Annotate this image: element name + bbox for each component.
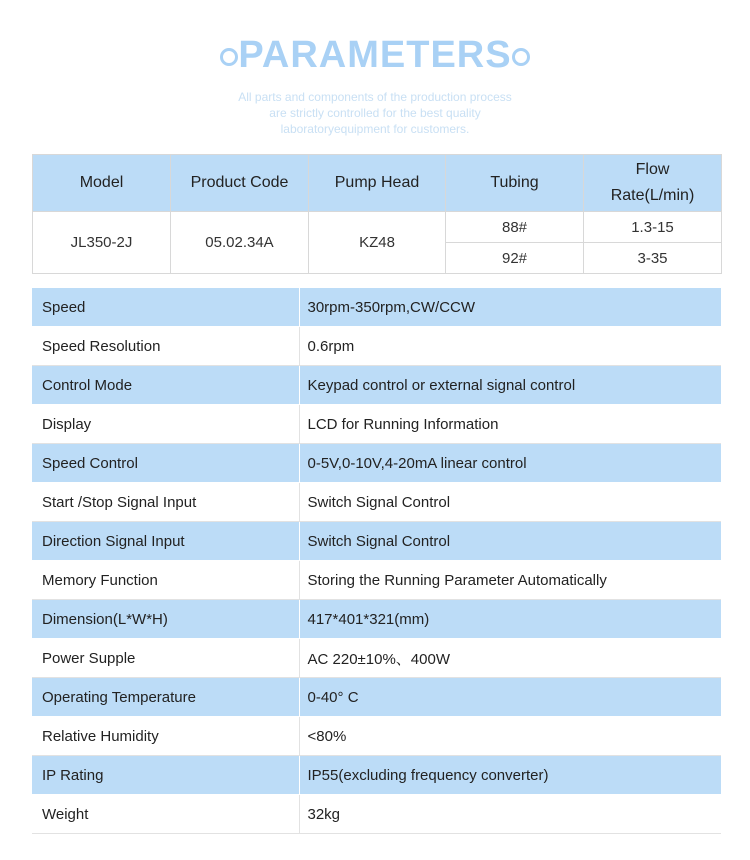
- param-label: Speed Resolution: [32, 327, 299, 366]
- table-row: [32, 600, 721, 639]
- header-tubing: Tubing: [446, 155, 584, 212]
- header-model: Model: [33, 155, 171, 212]
- model-table: [32, 154, 722, 274]
- param-value: Keypad control or external signal control: [299, 366, 721, 405]
- table-row: [32, 522, 721, 561]
- subtitle-line: laboratoryequipment for customers.: [280, 122, 470, 136]
- param-label: Control Mode: [32, 366, 299, 405]
- table-row: [33, 212, 722, 243]
- param-value: Storing the Running Parameter Automatically: [299, 561, 721, 600]
- table-row: [32, 639, 721, 678]
- table-row: [32, 327, 721, 366]
- param-value: <80%: [299, 717, 721, 756]
- page-header: [0, 0, 750, 150]
- param-label: Speed Control: [32, 444, 299, 483]
- header-pump-head: Pump Head: [309, 155, 446, 212]
- param-value: 0.6rpm: [299, 327, 721, 366]
- table-row: [32, 483, 721, 522]
- param-label: Weight: [32, 795, 299, 834]
- cell-product-code: 05.02.34A: [171, 212, 309, 274]
- circle-ring-icon: [512, 48, 530, 66]
- model-table-header: [33, 155, 722, 212]
- param-label: Direction Signal Input: [32, 522, 299, 561]
- table-row: [32, 444, 721, 483]
- subtitle-line: All parts and components of the production process: [238, 90, 512, 104]
- header-flow-line1: Flow: [635, 161, 670, 178]
- cell-flow: 1.3-15: [584, 212, 722, 243]
- header-flow-line2: Rate(L/min): [610, 187, 695, 204]
- param-value: 0-40° C: [299, 678, 721, 717]
- param-label: Speed: [32, 288, 299, 327]
- table-row: [32, 795, 721, 834]
- param-label: Relative Humidity: [32, 717, 299, 756]
- param-value: AC 220±10%、400W: [299, 639, 721, 678]
- param-value: Switch Signal Control: [299, 522, 721, 561]
- param-label: Operating Temperature: [32, 678, 299, 717]
- cell-tubing: 88#: [446, 212, 584, 243]
- param-label: Display: [32, 405, 299, 444]
- table-row: [32, 717, 721, 756]
- cell-model: JL350-2J: [33, 212, 171, 274]
- param-value: IP55(excluding frequency converter): [299, 756, 721, 795]
- param-label: IP Rating: [32, 756, 299, 795]
- table-row: [32, 366, 721, 405]
- parameter-table: [32, 288, 721, 834]
- page-subtitle: [0, 89, 750, 137]
- param-value: 0-5V,0-10V,4-20mA linear control: [299, 444, 721, 483]
- param-label: Dimension(L*W*H): [32, 600, 299, 639]
- cell-flow: 3-35: [584, 243, 722, 274]
- table-row: [32, 561, 721, 600]
- cell-tubing: 92#: [446, 243, 584, 274]
- param-value: 30rpm-350rpm,CW/CCW: [299, 288, 721, 327]
- subtitle-line: are strictly controlled for the best quality: [269, 106, 481, 120]
- cell-pump-head: KZ48: [309, 212, 446, 274]
- param-value: 417*401*321(mm): [299, 600, 721, 639]
- page-title: PARAMETERS: [238, 34, 512, 76]
- table-row: [32, 756, 721, 795]
- param-label: Memory Function: [32, 561, 299, 600]
- param-value: LCD for Running Information: [299, 405, 721, 444]
- table-row: [32, 405, 721, 444]
- table-row: [32, 288, 721, 327]
- header-flow-rate: [584, 155, 722, 212]
- table-row: [32, 678, 721, 717]
- param-label: Power Supple: [32, 639, 299, 678]
- header-product-code: Product Code: [171, 155, 309, 212]
- param-value: 32kg: [299, 795, 721, 834]
- param-value: Switch Signal Control: [299, 483, 721, 522]
- param-label: Start /Stop Signal Input: [32, 483, 299, 522]
